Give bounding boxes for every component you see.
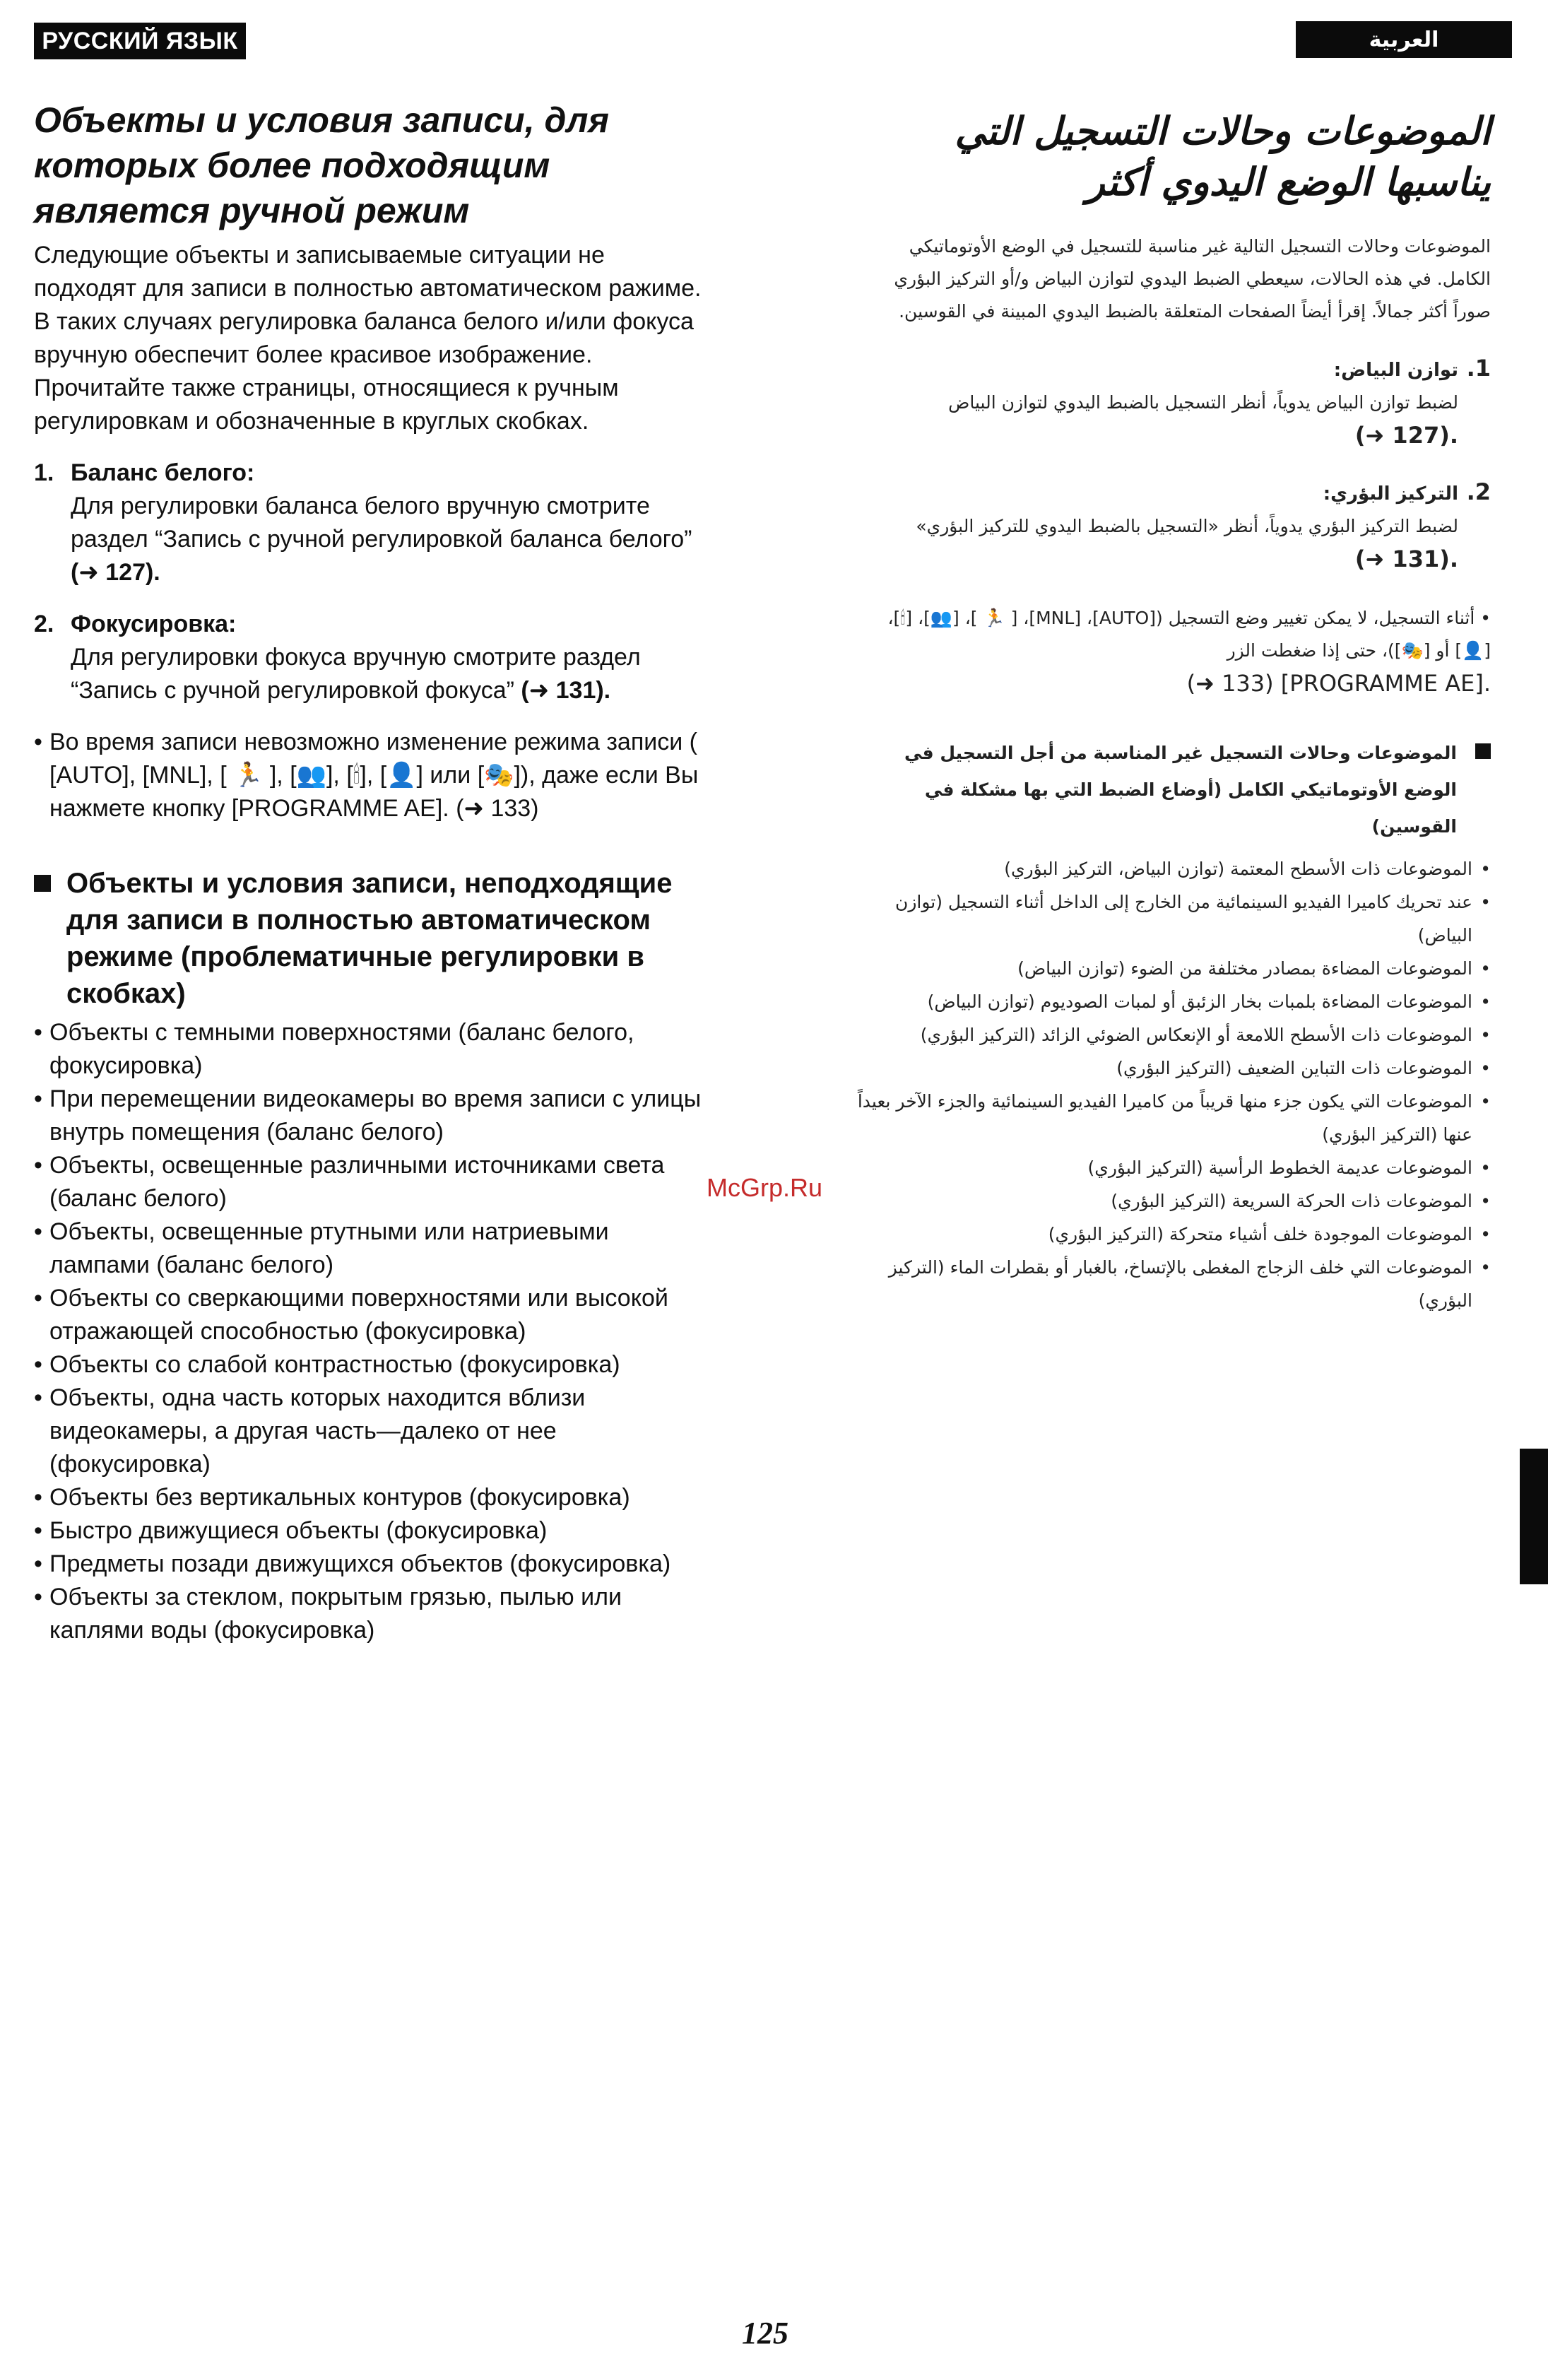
bullet-icon: • [34, 1550, 42, 1577]
list-item [34, 1215, 712, 1282]
list-item [34, 1016, 712, 1083]
bullet-icon: • [34, 1484, 42, 1511]
list-item-text: الموضوعات ذات الأسطح المعتمة (توازن البياض، التركيز البؤري) [1004, 859, 1472, 879]
ar-item-number: 2. [1466, 478, 1491, 505]
list-item-text: Объекты без вертикальных контуров (фокусировка) [49, 1484, 630, 1511]
bullet-icon: • [34, 1351, 42, 1378]
list-item-text: الموضوعات التي خلف الزجاج المغطى بالإتساخ، بالغبار أو بقطرات الماء (التركيز البؤري) [888, 1257, 1472, 1311]
ru-item-white-balance [34, 456, 712, 589]
bullet-icon: • [1480, 1191, 1491, 1211]
list-item-text: الموضوعات الموجودة خلف أشياء متحركة (التركيز البؤري) [1048, 1224, 1472, 1244]
list-item [34, 1581, 712, 1647]
ar-section-title-text: الموضوعات وحالات التسجيل غير المناسبة من أجل التسجيل في الوضع الأوتوماتيكي الكامل (أوضاع الضبط التي بها مشكلة في القوسين) [904, 743, 1457, 837]
list-item-text: При перемещении видеокамеры во время записи с улицы внутрь помещения (баланс белого) [49, 1085, 702, 1145]
ru-intro: Следующие объекты и записываемые ситуации не подходят для записи в полностью автоматическом ражиме. В таких случаях регулировка баланса белого и/или фокуса вручную обеспечит более красивое изображение. Прочитайте также страницы, относящиеся к ручным регулировкам и обозначенные в круглых скобках. [34, 242, 702, 435]
list-item-text: Предметы позади движущихся объектов (фокусировка) [49, 1550, 671, 1577]
bullet-icon: • [34, 1517, 42, 1544]
ar-item-body: لضبط التركيز البؤري يدوياً، أنظر «التسجيل بالضبط اليدوي للتركيز البؤري» [916, 516, 1458, 536]
bullet-icon: • [34, 1152, 42, 1179]
ar-note-ref: (➜ 133) [PROGRAMME AE]. [1186, 670, 1491, 697]
ru-section-title-text: Объекты и условия записи, неподходящие для записи в полностью автоматическом режиме (проблематичные регулировки в скобках) [66, 868, 673, 1009]
bullet-icon: • [1480, 1058, 1491, 1078]
list-item [855, 1184, 1491, 1218]
ru-item-ref: (➜ 127). [71, 559, 160, 586]
list-item [34, 1481, 712, 1514]
bullet-icon: • [1480, 1257, 1491, 1278]
list-item-text: Объекты, освещенные различными источниками света (баланс белого) [49, 1152, 665, 1212]
ru-item-title: Фокусировка: [71, 611, 237, 637]
ru-note-text: Во время записи невозможно изменение режима записи ( [AUTO], [MNL], [ 🏃 ], [👥], [🕯], [👤] или [🎭]), даже если Вы нажмете кнопку [PROGRAMME AE]. (➜ 133) [49, 729, 699, 822]
list-item [855, 1051, 1491, 1085]
ar-item-ref: (➜ 131). [1354, 546, 1458, 572]
list-item-text: الموضوعات ذات التباين الضعيف (التركيز البؤري) [1116, 1058, 1472, 1078]
ar-item-number: 1. [1466, 355, 1491, 382]
ar-section-title [855, 735, 1491, 845]
list-item-text: Объекты за стеклом, покрытым грязью, пылью или каплями воды (фокусировка) [49, 1584, 622, 1644]
bullet-icon: • [1480, 991, 1491, 1012]
ru-section-title [34, 865, 712, 1012]
ru-item-focus [34, 608, 712, 707]
list-item [34, 1548, 712, 1581]
language-tag-russian: РУССКИЙ ЯЗЫК [34, 23, 246, 59]
bullet-icon: • [1480, 1025, 1491, 1045]
list-item-text: Объекты со слабой контрастностью (фокусировка) [49, 1351, 620, 1378]
list-item [855, 952, 1491, 985]
ar-intro: الموضوعات وحالات التسجيل التالية غير مناسبة للتسجيل في الوضع الأوتوماتيكي الكامل. في هذه الحالات، سيعطي الضبط اليدوي لتوازن البياض و/أو التركيز البؤري صوراً أكثر جمالاً. إقرأ أيضاً الصفحات المتعلقة بالضبط اليدوي المبينة في القوسين. [894, 236, 1491, 322]
page-number: 125 [742, 2316, 788, 2350]
list-item [855, 1085, 1491, 1151]
list-item [34, 1282, 712, 1348]
ru-bullet-list [34, 1016, 712, 1647]
ru-title: Объекты и условия записи, для которых более подходящим является ручной режим [34, 100, 609, 230]
list-item-text: Объекты, одна часть которых находится вблизи видеокамеры, а другая часть—далеко от нее (фокусировка) [49, 1384, 586, 1478]
ar-title: الموضوعات وحالات التسجيل التي يناسبها الوضع اليدوي أكثر [955, 109, 1491, 204]
bullet-icon: • [34, 729, 42, 755]
list-item [34, 1382, 712, 1481]
bullet-icon: • [34, 1085, 42, 1112]
ar-item-focus [855, 476, 1491, 575]
ru-item-ref: (➜ 131). [521, 677, 611, 704]
ru-item-number: 1. [34, 459, 54, 486]
side-thumb-tab [1520, 1449, 1548, 1584]
list-item [34, 1149, 712, 1215]
ru-note [34, 726, 712, 825]
bullet-icon: • [1480, 892, 1491, 912]
list-item [34, 1083, 712, 1149]
list-item [855, 1151, 1491, 1184]
list-item-text: عند تحريك كاميرا الفيديو السينمائية من الخارج إلى الداخل أثناء التسجيل (توازن البياض) [894, 892, 1472, 945]
list-item [34, 1348, 712, 1382]
list-item-text: الموضوعات التي يكون جزء منها قريباً من كاميرا الفيديو السينمائية والجزء الآخر بعيداً عنها (التركيز البؤري) [857, 1091, 1472, 1145]
ru-item-body: Для регулировки фокуса вручную смотрите раздел “Запись с ручной регулировкой фокуса” [71, 644, 641, 704]
bullet-icon: • [34, 1019, 42, 1046]
bullet-icon: • [1480, 859, 1491, 879]
list-item [855, 885, 1491, 952]
list-item-text: Объекты со сверкающими поверхностями или высокой отражающей способностью (фокусировка) [49, 1285, 668, 1345]
list-item-text: Быстро движущиеся объекты (фокусировка) [49, 1517, 548, 1544]
ar-item-title: توازن البياض: [1333, 360, 1458, 381]
list-item [855, 1218, 1491, 1251]
language-tag-arabic: العربية [1296, 21, 1512, 58]
ru-item-title: Баланс белого: [71, 459, 255, 486]
ar-item-body: لضبط توازن البياض يدوياً، أنظر التسجيل بالضبط اليدوي لتوازن البياض [948, 392, 1458, 413]
list-item [855, 1018, 1491, 1051]
bullet-icon: • [1475, 608, 1491, 628]
ar-item-ref: (➜ 127). [1354, 422, 1458, 449]
list-item [34, 1514, 712, 1548]
square-bullet-icon [34, 875, 51, 892]
list-item-text: Объекты, освещенные ртутными или натриевыми лампами (баланс белого) [49, 1218, 609, 1278]
square-bullet-icon [1475, 743, 1491, 759]
list-item [855, 1251, 1491, 1317]
list-item-text: الموضوعات المضاءة بمصادر مختلفة من الضوء (توازن البياض) [1017, 958, 1472, 979]
ru-item-body: Для регулировки баланса белого вручную смотрите раздел “Запись с ручной регулировкой баланса белого” [71, 493, 692, 553]
bullet-icon: • [34, 1584, 42, 1610]
ar-note [855, 602, 1491, 700]
bullet-icon: • [34, 1285, 42, 1312]
list-item-text: الموضوعات ذات الأسطح اللامعة أو الإنعكاس الضوئي الزائد (التركيز البؤري) [920, 1025, 1472, 1045]
ru-item-number: 2. [34, 611, 54, 637]
arabic-column [855, 106, 1491, 1317]
bullet-icon: • [1480, 1224, 1491, 1244]
list-item [855, 985, 1491, 1018]
russian-column [34, 98, 712, 1647]
list-item-text: الموضوعات ذات الحركة السريعة (التركيز البؤري) [1111, 1191, 1472, 1211]
ar-item-white-balance [855, 352, 1491, 452]
bullet-icon: • [1480, 958, 1491, 979]
list-item-text: الموضوعات عديمة الخطوط الرأسية (التركيز البؤري) [1087, 1157, 1472, 1178]
ar-item-title: التركيز البؤري: [1323, 483, 1458, 505]
list-item-text: Объекты с темными поверхностями (баланс белого, фокусировка) [49, 1019, 634, 1079]
ar-note-text: أثناء التسجيل، لا يمكن تغيير وضع التسجيل ([AUTO]، [MNL]، [ 🏃 ]، [👥]، [🕯]، [👤] أو [🎭])، حتى إذا ضغطت الزر [887, 608, 1491, 661]
list-item [855, 852, 1491, 885]
bullet-icon: • [34, 1384, 42, 1411]
bullet-icon: • [34, 1218, 42, 1245]
bullet-icon: • [1480, 1091, 1491, 1112]
bullet-icon: • [1480, 1157, 1491, 1178]
watermark: McGrp.Ru [707, 1173, 823, 1202]
ar-bullet-list [855, 852, 1491, 1317]
list-item-text: الموضوعات المضاءة بلمبات بخار الزئبق أو لمبات الصوديوم (توازن البياض) [927, 991, 1472, 1012]
